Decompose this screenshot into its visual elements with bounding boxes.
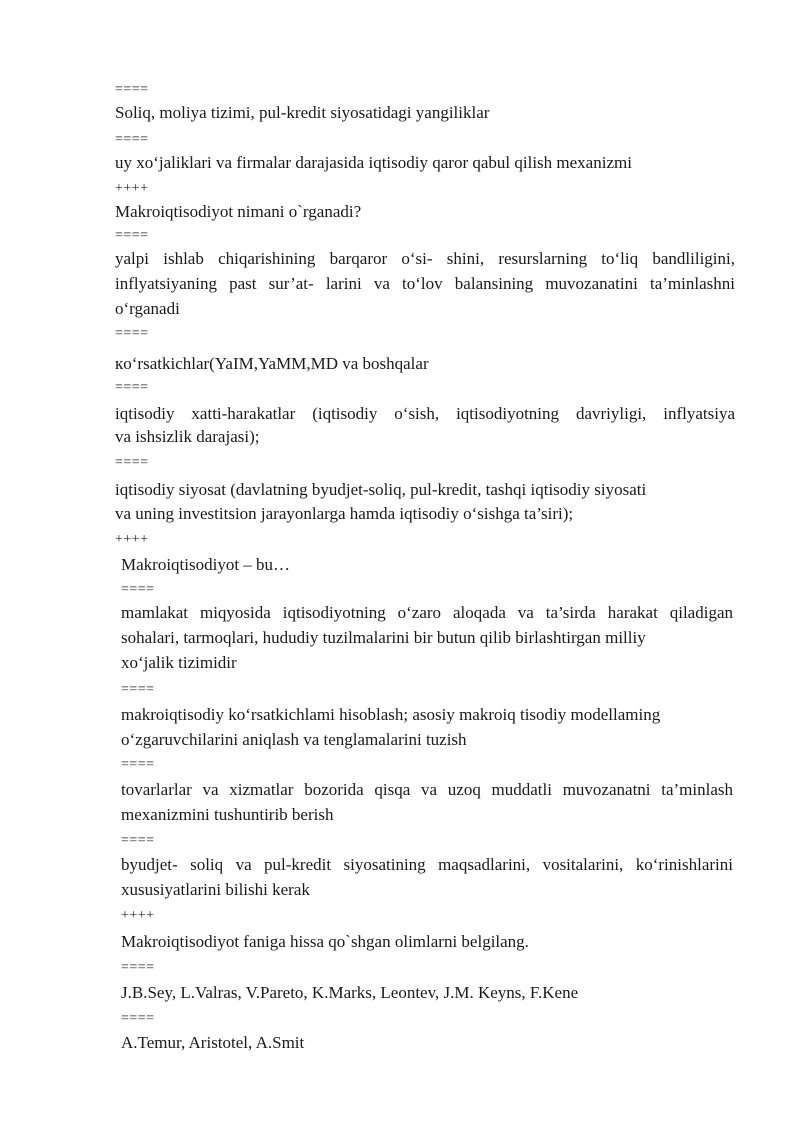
separator: ==== <box>115 82 149 97</box>
answer-option: J.B.Sey, L.Valras, V.Pareto, K.Marks, Leontev, J.M. Keyns, F.Kene <box>121 983 579 1002</box>
separator: ==== <box>115 380 149 395</box>
separator: ==== <box>115 132 149 147</box>
answer-option: makroiqtisodiy ko‘rsatkichlami hisoblash; asosiy makroiq tisodiy modellaming <box>121 705 661 724</box>
separator: ==== <box>121 757 155 772</box>
answer-option-continued: sohalari, tarmoqlari, hududiy tuzilmalarini bir butun qilib birlashtirgan milliy <box>121 628 646 647</box>
separator: ==== <box>121 960 155 975</box>
answer-option-continued: xo‘jalik tizimidir <box>121 653 237 672</box>
answer-option-continued: va ishsizlik darajasi); <box>115 427 260 446</box>
answer-option-continued: xususiyatlarini bilishi kerak <box>121 880 310 899</box>
answer-option-continued: mexanizmini tushuntirib berish <box>121 805 334 824</box>
separator: ==== <box>121 682 155 697</box>
answer-option: tovarlarlar va xizmatlar bozorida qisqa va uzoq muddatli muvozanatni ta’minlash <box>121 780 733 799</box>
answer-option: yalpi ishlab chiqarishining barqaror o‘si- shini, resurslarning to‘liq bandliligini, <box>115 249 735 268</box>
separator: ==== <box>115 228 149 243</box>
answer-option: byudjet- soliq va pul-kredit siyosatining maqsadlarini, vositalarini, ko‘rinishlarini <box>121 855 733 874</box>
answer-option: uy xo‘jaliklari va firmalar darajasida iqtisodiy qaror qabul qilish mexanizmi <box>115 153 632 172</box>
answer-option: iqtisodiy xatti-harakatlar (iqtisodiy o‘sish, iqtisodiyotning davriyligi, inflyatsiya <box>115 404 735 423</box>
question-marker: ++++ <box>121 908 155 923</box>
question-marker: ++++ <box>115 532 149 547</box>
separator: ==== <box>121 1011 155 1026</box>
question-text: Makroiqtisodiyot faniga hissa qo`shgan olimlarni belgilang. <box>121 932 529 951</box>
answer-option: Soliq, moliya tizimi, pul-kredit siyosatidagi yangiliklar <box>115 103 490 122</box>
answer-option: iqtisodiy siyosat (davlatning byudjet-soliq, pul-kredit, tashqi iqtisodiy siyosati <box>115 480 647 499</box>
separator: ==== <box>121 582 155 597</box>
separator: ==== <box>115 326 149 341</box>
answer-option: A.Temur, Aristotel, A.Smit <box>121 1033 305 1052</box>
answer-option-continued: inflyatsiyaning past sur’at- larini va to‘lov balansining muvozanatini ta’minlashni <box>115 274 735 293</box>
answer-option-continued: o‘rganadi <box>115 299 180 318</box>
question-marker: ++++ <box>115 181 149 196</box>
question-text: Makroiqtisodiyot – bu… <box>121 555 291 574</box>
answer-option: кo‘rsatkichlar(YaIM,YaMM,MD va boshqalar <box>115 354 429 373</box>
answer-option-continued: va uning investitsion jarayonlarga hamda iqtisodiy o‘sishga ta’siri); <box>115 504 574 523</box>
answer-option-continued: o‘zgaruvchilarini aniqlash va tenglamalarini tuzish <box>121 730 467 749</box>
separator: ==== <box>121 833 155 848</box>
question-text: Makroiqtisodiyot nimani o`rganadi? <box>115 202 362 221</box>
separator: ==== <box>115 455 149 470</box>
answer-option: mamlakat miqyosida iqtisodiyotning o‘zaro aloqada va ta’sirda harakat qiladigan <box>121 603 733 622</box>
